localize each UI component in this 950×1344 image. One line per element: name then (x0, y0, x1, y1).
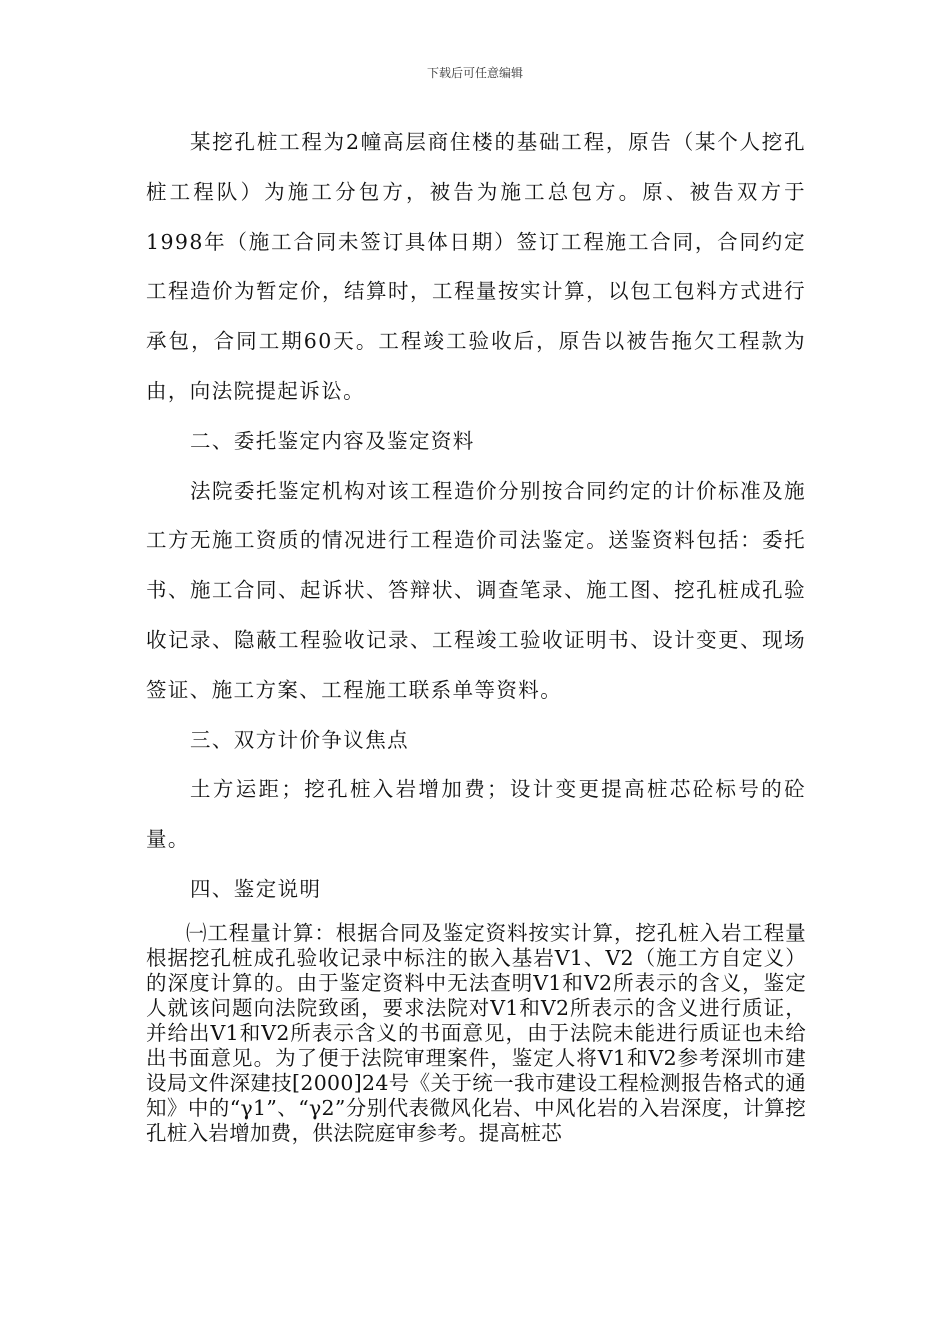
page-header-note: 下载后可任意编辑 (426, 66, 523, 80)
section-heading-2: 二、委托鉴定内容及鉴定资料 (190, 428, 475, 453)
paragraph-dispute-focus: 土方运距；挖孔桩入岩增加费；设计变更提高桩芯砼标号的砼量。 (146, 777, 806, 852)
section-heading-4: 四、鉴定说明 (190, 876, 322, 901)
section-heading-3: 三、双方计价争议焦点 (190, 727, 409, 752)
paragraph-commission-materials: 法院委托鉴定机构对该工程造价分别按合同约定的计价标准及施工方无施工资质的情况进行工程造价司法鉴定。送鉴资料包括：委托书、施工合同、起诉状、答辩状、调查笔录、施工图、挖孔桩成孔验收记录、隐蔽工程验收记录、工程竣工验收证明书、设计变更、现场签证、施工方案、工程施工联系单等资料。 (146, 478, 806, 702)
paragraph-case-background: 某挖孔桩工程为2幢高层商住楼的基础工程，原告（某个人挖孔桩工程队）为施工分包方，被告为施工总包方。原、被告双方于1998年（施工合同未签订具体日期）签订工程施工合同，合同约定工程造价为暂定价，结算时，工程量按实计算，以包工包料方式进行承包，合同工期60天。工程竣工验收后，原告以被告拖欠工程款为由，向法院提起诉讼。 (146, 130, 806, 403)
document-body (146, 118, 806, 1146)
paragraph-appraisal-notes: ㈠工程量计算：根据合同及鉴定资料按实计算，挖孔桩入岩工程量根据挖孔桩成孔验收记录中标注的嵌入基岩V1、V2（施工方自定义）的深度计算的。由于鉴定资料中无法查明V1和V2所表示的含义，鉴定人就该问题向法院致函，要求法院对V1和V2所表示的含义进行质证，并给出V1和V2所表示含义的书面意见，由于法院未能进行质证也未给出书面意见。为了便于法院审理案件，鉴定人将V1和V2参考深圳市建设局文件深建技[2000]24号《关于统一我市建设工程检测报告格式的通知》中的“γ1”、“γ2”分别代表微风化岩、中风化岩的入岩深度，计算挖孔桩入岩增加费，供法院庭审参考。提高桩芯 (146, 920, 806, 1145)
